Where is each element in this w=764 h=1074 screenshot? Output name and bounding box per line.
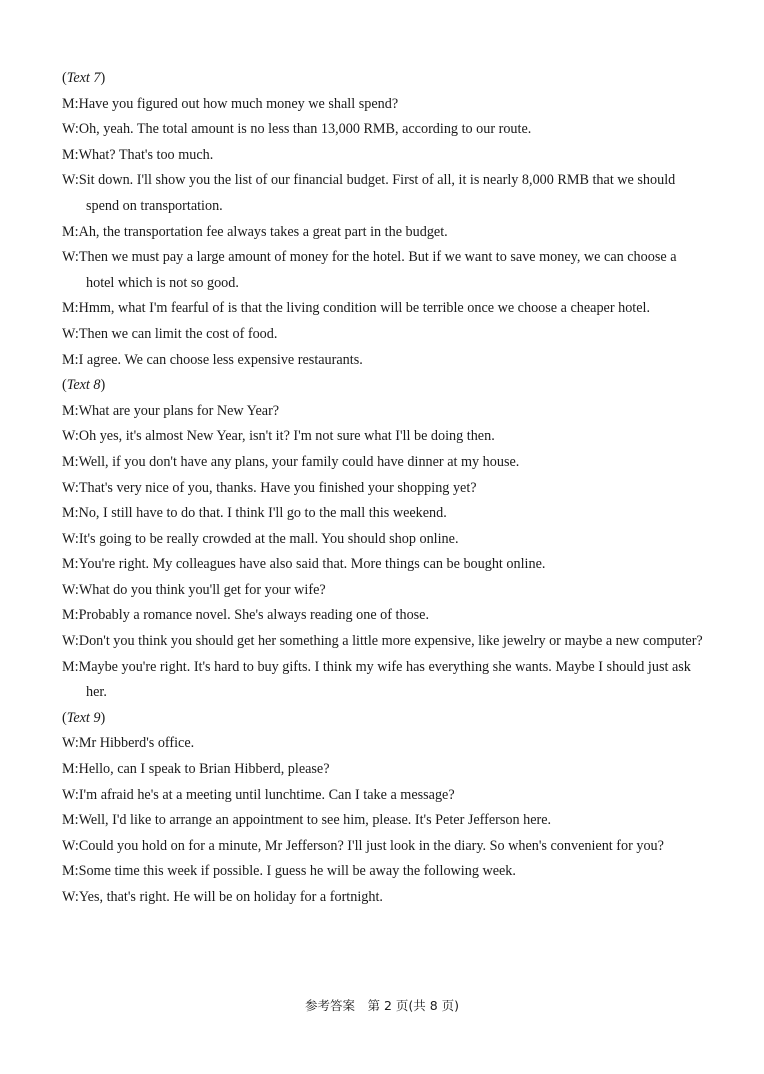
- utterance-text: No, I still have to do that. I think I'll go to the mall this weekend.: [78, 505, 447, 522]
- utterance-text: Then we can limit the cost of food.: [78, 325, 278, 342]
- speaker-colon: :: [74, 837, 79, 854]
- dialogue-turn: [62, 731, 706, 757]
- speaker-label: M: [62, 453, 75, 470]
- heading-paren-open: (: [62, 377, 67, 394]
- speaker-label: M: [62, 300, 75, 317]
- speaker-colon: :: [74, 453, 79, 470]
- speaker-label: W: [62, 581, 75, 598]
- utterance-text: I agree. We can choose less expensive restaurants.: [78, 351, 363, 368]
- utterance-text: Hmm, what I'm fearful of is that the living condition will be terrible once we choose a cheaper hotel.: [78, 300, 651, 317]
- heading-number: 7: [93, 70, 101, 86]
- utterance-text: Oh, yeah. The total amount is no less than 13,000 RMB, according to our route.: [78, 121, 532, 138]
- heading-label: Text: [66, 377, 90, 394]
- text-heading: [62, 66, 706, 92]
- speaker-label: W: [62, 889, 75, 905]
- speaker-colon: :: [74, 249, 79, 266]
- speaker-label: M: [62, 812, 75, 829]
- speaker-colon: :: [74, 761, 79, 778]
- speaker-colon: :: [74, 633, 79, 650]
- dialogue-turn: [62, 527, 706, 553]
- utterance-text: Well, if you don't have any plans, your family could have dinner at my house.: [78, 453, 520, 470]
- speaker-label: W: [62, 325, 75, 342]
- speaker-colon: :: [74, 581, 79, 598]
- utterance-text: Then we must pay a large amount of money for the hotel. But if we want to save money, we can choose a hotel which is not so good.: [78, 249, 677, 291]
- dialogue-turn: [62, 220, 706, 246]
- dialogue-content: [62, 66, 706, 911]
- speaker-colon: :: [74, 325, 79, 342]
- heading-paren-close: ): [100, 709, 106, 726]
- dialogue-turn: [62, 578, 706, 604]
- speaker-label: W: [62, 786, 75, 803]
- dialogue-turn: [62, 757, 706, 783]
- speaker-colon: :: [74, 786, 79, 803]
- speaker-label: M: [62, 658, 75, 675]
- speaker-colon: :: [74, 607, 79, 624]
- speaker-label: W: [62, 428, 75, 445]
- speaker-colon: :: [74, 351, 79, 368]
- utterance-text: Maybe you're right. It's hard to buy gifts. I think my wife has everything she wants. Maybe I should just ask her.: [78, 658, 691, 701]
- dialogue-turn: [62, 655, 706, 706]
- speaker-label: M: [62, 556, 75, 573]
- utterance-text: Probably a romance novel. She's always reading one of those.: [78, 607, 430, 624]
- utterance-text: What do you think you'll get for your wife?: [78, 581, 326, 598]
- speaker-label: W: [62, 121, 75, 138]
- speaker-colon: :: [74, 172, 79, 189]
- speaker-label: W: [62, 633, 75, 650]
- heading-paren-open: (: [62, 709, 67, 726]
- speaker-colon: :: [74, 223, 79, 240]
- utterance-text: You're right. My colleagues have also said that. More things can be bought online.: [78, 556, 546, 573]
- dialogue-turn: [62, 552, 706, 578]
- dialogue-turn: [62, 424, 706, 450]
- dialogue-turn: [62, 629, 706, 655]
- utterance-text: Mr Hibberd's office.: [78, 735, 195, 752]
- dialogue-turn: [62, 245, 706, 296]
- utterance-text: Oh yes, it's almost New Year, isn't it? I'm not sure what I'll be doing then.: [78, 428, 495, 445]
- utterance-text: Hello, can I speak to Brian Hibberd, please?: [78, 761, 330, 778]
- utterance-text: Have you figured out how much money we shall spend?: [78, 95, 399, 112]
- speaker-colon: :: [74, 530, 79, 547]
- utterance-text: What are your plans for New Year?: [78, 402, 280, 419]
- speaker-label: M: [62, 505, 75, 522]
- heading-paren-close: ): [100, 377, 106, 394]
- dialogue-turn: [62, 859, 706, 885]
- utterance-text: Some time this week if possible. I guess he will be away the following week.: [78, 863, 516, 880]
- text-heading: [62, 373, 706, 399]
- speaker-label: M: [62, 761, 75, 778]
- speaker-label: M: [62, 146, 75, 163]
- heading-number: 9: [93, 709, 101, 726]
- heading-number: 8: [93, 377, 101, 394]
- speaker-label: M: [62, 863, 75, 880]
- heading-paren-open: (: [62, 70, 67, 86]
- dialogue-turn: [62, 168, 706, 219]
- page-footer: 参考答案 第 2 页(共 8 页): [304, 998, 460, 1013]
- dialogue-turn: [62, 783, 706, 809]
- text-heading: [62, 706, 706, 732]
- speaker-colon: :: [74, 428, 79, 445]
- utterance-text: What? That's too much.: [78, 146, 214, 163]
- dialogue-turn: [62, 399, 706, 425]
- dialogue-turn: [62, 501, 706, 527]
- speaker-colon: :: [74, 479, 79, 496]
- speaker-colon: :: [74, 402, 79, 419]
- speaker-label: M: [62, 351, 75, 368]
- dialogue-turn: [62, 296, 706, 322]
- speaker-label: W: [62, 735, 75, 752]
- dialogue-turn: [62, 322, 706, 348]
- speaker-label: M: [62, 223, 75, 240]
- speaker-colon: :: [74, 863, 79, 880]
- dialogue-turn: [62, 92, 706, 118]
- utterance-text: Yes, that's right. He will be on holiday for a fortnight.: [78, 889, 383, 905]
- speaker-label: M: [62, 607, 75, 624]
- speaker-label: M: [62, 402, 75, 419]
- speaker-label: W: [62, 172, 75, 189]
- utterance-text: Sit down. I'll show you the list of our financial budget. First of all, it is nearly 8,000 RMB that we should spend on transportation.: [78, 172, 676, 214]
- speaker-colon: :: [74, 300, 79, 317]
- speaker-label: W: [62, 837, 75, 854]
- utterance-text: I'm afraid he's at a meeting until lunchtime. Can I take a message?: [78, 786, 455, 803]
- speaker-colon: :: [74, 735, 79, 752]
- speaker-colon: :: [74, 658, 79, 675]
- utterance-text: It's going to be really crowded at the mall. You should shop online.: [78, 530, 459, 547]
- dialogue-turn: [62, 450, 706, 476]
- speaker-label: W: [62, 249, 75, 266]
- dialogue-turn: [62, 143, 706, 169]
- speaker-colon: :: [74, 889, 79, 905]
- speaker-label: M: [62, 95, 75, 112]
- dialogue-turn: [62, 834, 706, 860]
- speaker-colon: :: [74, 121, 79, 138]
- speaker-colon: :: [74, 146, 79, 163]
- utterance-text: Don't you think you should get her something a little more expensive, like jewelry or maybe a new computer?: [78, 633, 703, 650]
- dialogue-turn: [62, 808, 706, 834]
- heading-paren-close: ): [100, 70, 106, 86]
- dialogue-turn: [62, 476, 706, 502]
- speaker-colon: :: [74, 812, 79, 829]
- dialogue-turn: [62, 885, 706, 911]
- speaker-colon: :: [74, 95, 79, 112]
- speaker-colon: :: [74, 505, 79, 522]
- utterance-text: Ah, the transportation fee always takes a great part in the budget.: [78, 223, 448, 240]
- speaker-label: W: [62, 479, 75, 496]
- heading-label: Text: [66, 709, 90, 726]
- dialogue-turn: [62, 117, 706, 143]
- utterance-text: Could you hold on for a minute, Mr Jefferson? I'll just look in the diary. So when's convenient for you?: [78, 837, 664, 854]
- speaker-label: W: [62, 530, 75, 547]
- heading-label: Text: [66, 70, 90, 86]
- dialogue-turn: [62, 348, 706, 374]
- utterance-text: That's very nice of you, thanks. Have you finished your shopping yet?: [78, 479, 477, 496]
- dialogue-turn: [62, 603, 706, 629]
- speaker-colon: :: [74, 556, 79, 573]
- utterance-text: Well, I'd like to arrange an appointment to see him, please. It's Peter Jefferson here.: [78, 812, 552, 829]
